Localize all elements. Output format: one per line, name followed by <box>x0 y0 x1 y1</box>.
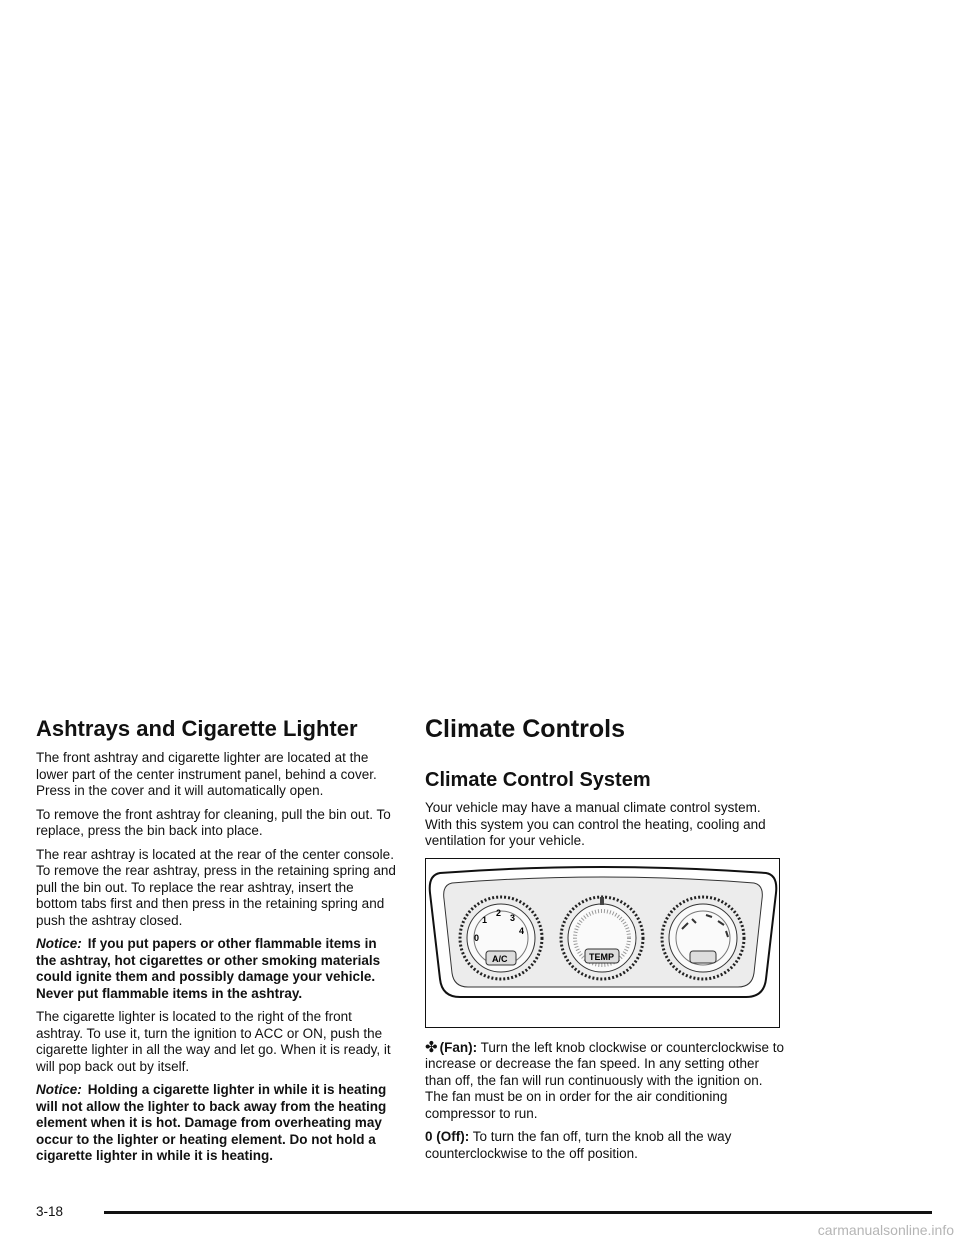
fan-tick-4: 4 <box>519 925 525 936</box>
page-number: 3-18 <box>36 1204 64 1219</box>
off-label: 0 (Off): <box>425 1129 470 1144</box>
ac-label: A/C <box>492 953 508 964</box>
notice-paragraph <box>36 1082 396 1165</box>
mode-knob <box>662 897 744 979</box>
climate-control-illustration <box>425 858 780 1028</box>
left-column <box>36 716 396 1172</box>
temp-label: TEMP <box>589 951 615 962</box>
notice-text: If you put papers or other flammable items in the ashtray, hot cigarettes or other smoking materials could ignite them and possibly damage your vehicle. Never put flammable items in the ashtray. <box>36 936 381 1001</box>
fan-knob <box>460 897 542 979</box>
fan-label: (Fan): <box>439 1039 478 1055</box>
fan-tick-2: 2 <box>496 907 502 918</box>
fan-icon: ✤ <box>425 1038 438 1056</box>
fan-tick-0: 0 <box>474 932 480 943</box>
footer-divider <box>104 1211 932 1214</box>
fan-tick-3: 3 <box>510 912 516 923</box>
right-column <box>425 716 785 1169</box>
chapter-title: Climate Controls <box>425 715 626 743</box>
paragraph: The rear ashtray is located at the rear of the center console. To remove the rear ashtray, press in the retaining spring and pull the bin out. To replace the rear ashtray, insert the bottom tabs first and then press in the retaining spring and push the ashtray closed. <box>36 846 396 928</box>
section-title-ashtrays: Ashtrays and Cigarette Lighter <box>36 716 358 741</box>
climate-panel-drawing <box>426 859 779 1027</box>
notice-label: Notice: <box>36 936 82 951</box>
paragraph: The front ashtray and cigarette lighter are located at the lower part of the center instrument panel, behind a cover. Press in the cover and it will automatically open. <box>36 750 377 798</box>
paragraph: To remove the front ashtray for cleaning, pull the bin out. To replace, press the bin back into place. <box>36 806 391 838</box>
off-paragraph <box>425 1129 785 1162</box>
section-title-climate: Climate Control System <box>425 769 651 791</box>
watermark: carmanualsonline.info <box>817 1222 954 1238</box>
off-description: To turn the fan off, turn the knob all the way counterclockwise to the off position. <box>425 1129 732 1161</box>
fan-tick-1: 1 <box>482 914 488 925</box>
notice-paragraph <box>36 936 396 1002</box>
temp-knob <box>561 897 643 979</box>
notice-label: Notice: <box>36 1082 82 1097</box>
paragraph: Your vehicle may have a manual climate control system. With this system you can control the heating, cooling and ventilation for your vehicle. <box>425 800 766 848</box>
notice-text: Holding a cigarette lighter in while it is heating will not allow the lighter to back away from the heating element when it is hot. Damage from overheating may occur to the lighter or heating element. Do not hold a cigarette lighter in while it is heating. <box>36 1082 387 1163</box>
paragraph: The cigarette lighter is located to the right of the front ashtray. To use it, turn the ignition to ACC or ON, push the cigarette lighter in all the way and let go. When it is ready, it will pop back out by itself. <box>36 1009 391 1074</box>
fan-description: Turn the left knob clockwise or counterclockwise to increase or decrease the fan speed. In any setting other than off, the fan will run continuously with the ignition on. The fan must be on in order for the air conditioning compressor to run. <box>425 1039 784 1121</box>
fan-paragraph <box>425 1040 785 1123</box>
